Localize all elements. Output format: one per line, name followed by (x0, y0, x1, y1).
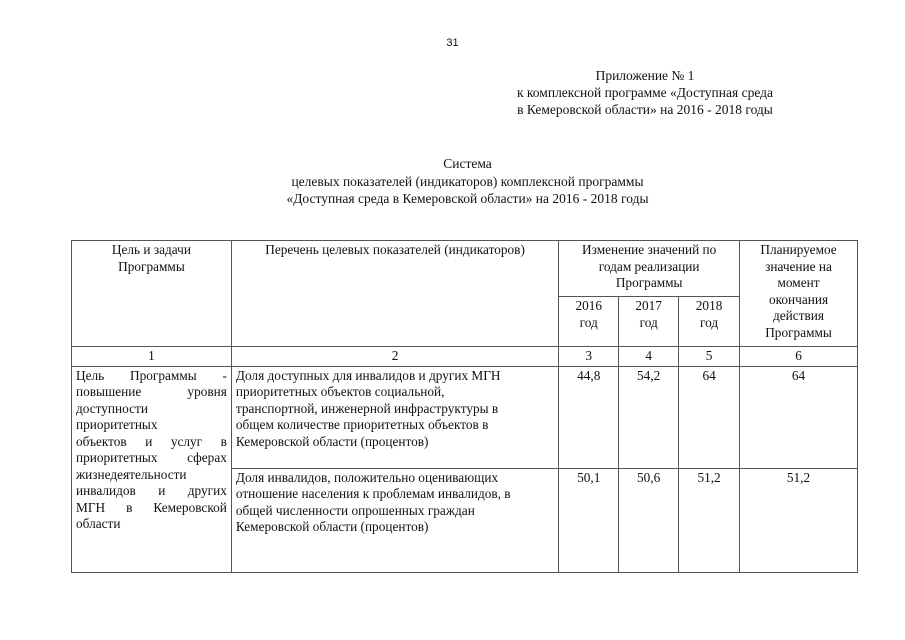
column-number: 6 (740, 347, 858, 367)
table-row (72, 366, 858, 468)
goal-cell (72, 366, 232, 572)
title-line: целевых показателей (индикаторов) комплексной программы (291, 173, 644, 189)
header-text: Изменение значений по (582, 242, 717, 257)
goal-line: доступности (76, 400, 148, 416)
appendix-line: в Кемеровской области» на 2016 - 2018 годы (517, 102, 773, 117)
header-text: год (579, 314, 598, 330)
header-text: Цель и задачи (111, 242, 191, 257)
header-text: 2018 (695, 298, 723, 313)
indicator-line: Кемеровской области (процентов) (235, 433, 429, 449)
goal-line: объектов и услуг в (76, 433, 227, 449)
appendix-line: Приложение № 1 (595, 68, 695, 83)
column-number: 1 (72, 347, 232, 367)
value-2017: 50,6 (619, 468, 679, 572)
value-2018: 64 (679, 366, 740, 468)
indicator-cell (231, 468, 558, 572)
indicator-line: общем количестве приоритетных объектов в (235, 417, 489, 432)
title-line: «Доступная среда в Кемеровской области» на 2016 - 2018 годы (286, 191, 649, 206)
header-change (559, 241, 740, 297)
header-goal (72, 241, 232, 347)
header-text: момент (777, 275, 820, 290)
header-text: Планируемое (760, 242, 837, 257)
goal-line: приоритетных сферах (76, 450, 227, 465)
header-text: год (639, 314, 658, 330)
indicator-line: транспортной, инженерной инфраструктуры в (235, 400, 499, 416)
header-indicators: Перечень целевых показателей (индикаторов) (231, 241, 558, 347)
header-text: Программы (615, 275, 683, 290)
goal-line: инвалидов и других (76, 483, 227, 498)
value-2017: 54,2 (619, 366, 679, 468)
goal-line: жизнедеятельности (76, 466, 187, 482)
indicator-cell (231, 366, 558, 468)
column-number: 2 (231, 347, 558, 367)
header-text: год (700, 314, 719, 330)
value-2016: 50,1 (559, 468, 619, 572)
planned-value: 64 (740, 366, 858, 468)
header-text: Программы (118, 258, 185, 274)
document-title (200, 155, 735, 208)
column-number: 5 (679, 347, 740, 367)
header-text: значение на (765, 258, 832, 274)
indicators-table (71, 240, 858, 573)
goal-line: области (76, 516, 121, 531)
header-row (72, 241, 858, 297)
title-line: Система (443, 156, 492, 171)
header-text: окончания (768, 291, 829, 307)
goal-line: приоритетных (76, 417, 158, 432)
indicator-line: Доля доступных для инвалидов и других МГН (235, 367, 501, 383)
header-text: годам реализации (598, 258, 700, 274)
header-text: 2016 (575, 298, 603, 313)
page-number: 31 (446, 37, 459, 49)
appendix-caption (495, 67, 795, 118)
value-2018: 51,2 (679, 468, 740, 572)
indicator-line: приоритетных объектов социальной, (235, 384, 445, 399)
indicator-line: общей численности опрошенных граждан (235, 502, 475, 518)
indicator-line: отношение населения к проблемам инвалидов, в (235, 486, 511, 501)
header-year-2018 (679, 297, 740, 347)
header-text: 2017 (635, 298, 662, 313)
header-year-2016 (559, 297, 619, 347)
header-year-2017 (619, 297, 679, 347)
column-numbers-row (72, 347, 858, 367)
appendix-line: к комплексной программе «Доступная среда (517, 85, 773, 100)
value-2016: 44,8 (559, 366, 619, 468)
header-planned (740, 241, 858, 347)
indicator-line: Кемеровской области (процентов) (235, 519, 429, 534)
goal-line: Цель Программы - (76, 367, 227, 383)
indicator-line: Доля инвалидов, положительно оценивающих (235, 469, 499, 485)
planned-value: 51,2 (740, 468, 858, 572)
header-text: Программы (765, 324, 832, 340)
goal-line: повышение уровня (76, 384, 227, 399)
goal-line: МГН в Кемеровской (76, 499, 227, 515)
column-number: 4 (619, 347, 679, 367)
header-text: действия (773, 308, 825, 323)
column-number: 3 (559, 347, 619, 367)
